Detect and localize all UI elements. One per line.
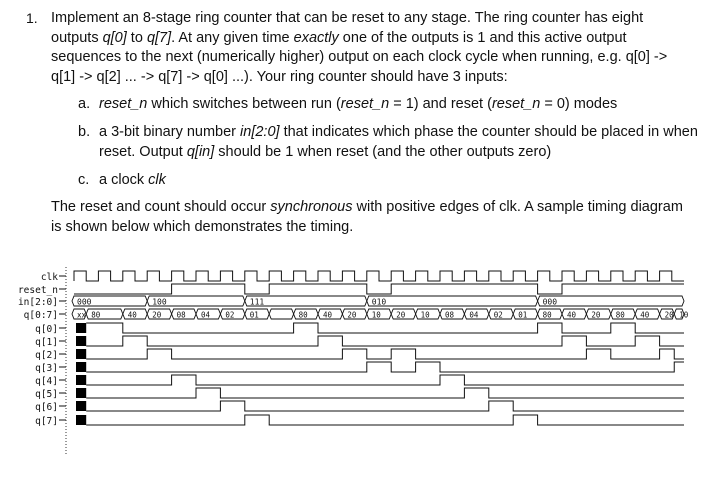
text-run: one of the outputs is 1 and this active output sequences to the next (numerically higher) output on each clock cycle when running, e.g. q[0] -> q[1] -> q[2] ... -> q[7] -> q[0] ...). Your ring counter should have 3 inputs: xyxy=(51,29,668,85)
q-bus-value: 08 xyxy=(176,310,186,320)
signal-label: q[4] xyxy=(35,376,58,387)
in-bus-value: 000 xyxy=(542,297,558,307)
italic-term: q[7] xyxy=(146,29,172,46)
q-bus-value: 02 xyxy=(493,310,503,320)
text-run: that indicates which phase the counter should be placed in when reset. Output xyxy=(99,124,698,160)
q-unknown-block xyxy=(76,349,86,359)
timing-diagram xyxy=(0,265,710,460)
signal-label: clk xyxy=(40,272,58,283)
text-run: = 1) and reset ( xyxy=(389,96,492,112)
signal-label: reset_n xyxy=(17,285,58,296)
input-item-text xyxy=(99,95,699,115)
in-bus-value: 111 xyxy=(249,297,265,307)
text-run: should be 1 when reset (and the other outputs zero) xyxy=(214,143,552,160)
q-bus-value: 20 xyxy=(664,310,674,320)
italic-term: reset_n xyxy=(99,96,148,112)
input-item-c xyxy=(78,171,166,191)
italic-term: reset_n xyxy=(340,96,390,112)
q-bus-value: 10 xyxy=(371,310,381,320)
q-bus-value: 80 xyxy=(91,310,101,320)
q4-wave xyxy=(86,375,684,385)
in-bus-segment xyxy=(538,296,684,306)
text-run: to xyxy=(126,29,147,46)
signal-label: q[0:7] xyxy=(23,310,58,321)
question-number: 1. xyxy=(26,10,38,26)
text-run: The reset and count should occur xyxy=(51,199,271,215)
q0-wave xyxy=(86,323,684,333)
q-unknown-block xyxy=(76,336,86,346)
input-item-text xyxy=(99,123,699,162)
italic-term: synchronous xyxy=(270,199,353,215)
q-bus-value: 02 xyxy=(225,310,235,320)
in-bus-segment xyxy=(367,296,538,306)
q7-wave xyxy=(86,415,684,425)
text-run: = 0) modes xyxy=(540,96,618,112)
q-bus-segment xyxy=(269,309,293,319)
text-run: a 3-bit binary number xyxy=(99,124,241,140)
q-bus-value: 40 xyxy=(323,310,333,320)
q-bus-value: 01 xyxy=(518,310,528,320)
q-bus-value: 04 xyxy=(201,310,211,320)
q5-wave xyxy=(86,388,684,398)
q-bus-value: 08 xyxy=(445,310,455,320)
q1-wave xyxy=(86,336,684,346)
q-bus-value: xx xyxy=(77,310,87,320)
italic-term: in[2:0] xyxy=(240,124,280,140)
q-bus-value: 01 xyxy=(249,310,259,320)
q-bus-value: 40 xyxy=(640,310,650,320)
signal-label: q[7] xyxy=(35,416,58,427)
in-bus-value: 100 xyxy=(152,297,167,307)
text-run: with positive edges of clk. A sample timing diagram is shown below which demonstrates the timing. xyxy=(51,199,683,235)
in-bus-value: 000 xyxy=(77,297,92,307)
q2-wave xyxy=(86,349,684,359)
input-item-b xyxy=(78,123,698,160)
signal-label: q[3] xyxy=(35,363,58,374)
signal-label: q[1] xyxy=(35,337,58,348)
q-bus-value: 40 xyxy=(127,310,137,320)
clk-wave xyxy=(74,271,684,281)
q-bus-value: 80 xyxy=(298,310,308,320)
q-bus-value: 80 xyxy=(542,310,552,320)
italic-term: clk xyxy=(148,172,166,188)
signal-label: q[2] xyxy=(35,350,58,361)
input-item-label: b. xyxy=(78,124,91,140)
q-bus-value: 20 xyxy=(152,310,162,320)
in-bus-value: 010 xyxy=(371,297,387,307)
q-bus-value: 04 xyxy=(469,310,479,320)
q-unknown-block xyxy=(76,375,86,385)
text-run: . At any given time xyxy=(171,29,294,46)
q-bus-value: 20 xyxy=(591,310,601,320)
q-unknown-block xyxy=(76,388,86,398)
text-run: Implement an 8-stage ring counter that can be reset to any stage. The ring counter has eight outputs xyxy=(51,10,644,46)
signal-label: q[0] xyxy=(35,324,58,335)
signal-label: in[2:0] xyxy=(17,297,58,308)
italic-term: q[in] xyxy=(186,143,215,160)
italic-term: q[0] xyxy=(102,29,127,46)
input-item-a xyxy=(78,95,618,115)
q-bus-value: 10 xyxy=(420,310,430,320)
problem-intro xyxy=(51,9,691,87)
signal-label: q[6] xyxy=(35,402,58,413)
signal-label: q[5] xyxy=(35,389,58,400)
input-item-label: a. xyxy=(78,96,91,112)
q-bus-value: 40 xyxy=(567,310,577,320)
q-unknown-block xyxy=(76,415,86,425)
q3-wave xyxy=(86,362,684,372)
q-unknown-block xyxy=(76,401,86,411)
text-run: which switches between run ( xyxy=(147,96,341,112)
text-run: a clock xyxy=(99,172,149,188)
italic-term: exactly xyxy=(293,29,339,46)
italic-term: reset_n xyxy=(491,96,541,112)
q-bus-value: 20 xyxy=(396,310,406,320)
q6-wave xyxy=(86,401,684,411)
problem-closing xyxy=(51,198,691,237)
q-bus-value: 80 xyxy=(615,310,625,320)
q-unknown-block xyxy=(76,323,86,333)
input-item-text xyxy=(99,171,699,191)
q-unknown-block xyxy=(76,362,86,372)
input-item-label: c. xyxy=(78,172,90,188)
reset-n-wave xyxy=(74,284,684,294)
q-bus-value: 10 xyxy=(679,310,689,320)
q-bus-value: 20 xyxy=(347,310,357,320)
